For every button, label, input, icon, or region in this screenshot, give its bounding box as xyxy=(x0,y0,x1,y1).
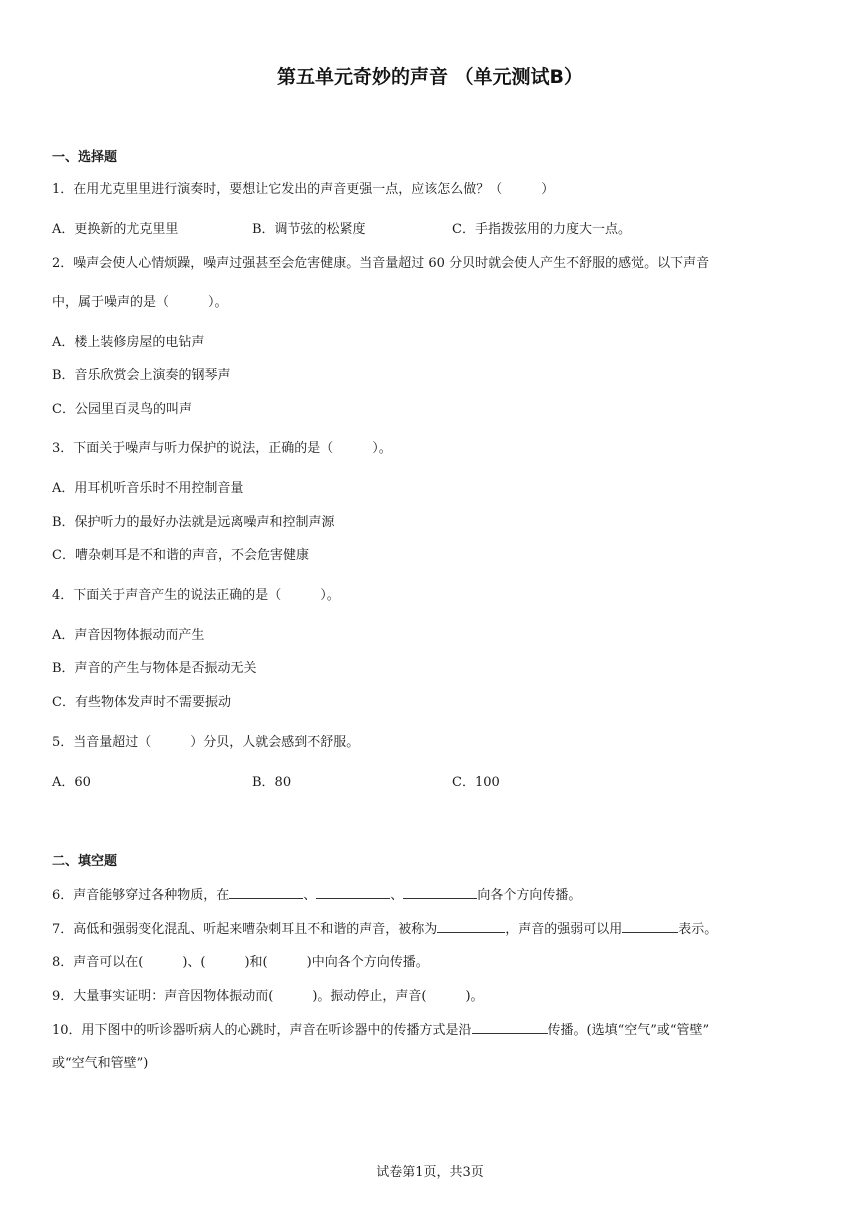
question-10-text-post: 传播。(选填“空气”或“管壁” xyxy=(547,1023,710,1038)
question-2-option-c: C．公园里百灵鸟的叫声 xyxy=(52,402,192,417)
question-10-line-2: 或“空气和管壁”) xyxy=(52,1056,149,1071)
question-3-option-b: B．保护听力的最好办法就是远离噪声和控制声源 xyxy=(52,515,335,530)
question-1-option-a: A．更换新的尤克里里 xyxy=(52,222,179,237)
answer-blank[interactable] xyxy=(622,919,678,933)
question-7 xyxy=(52,918,717,937)
question-2-option-b: B．音乐欣赏会上演奏的钢琴声 xyxy=(52,368,231,383)
page-footer: 试卷第1页，共3页 xyxy=(376,1165,484,1180)
question-5-option-b: B．80 xyxy=(252,775,292,790)
question-6-text-pre: 6．声音能够穿过各种物质，在 xyxy=(52,888,230,903)
question-3-option-c: C．嘈杂刺耳是不和谐的声音，不会危害健康 xyxy=(52,548,309,563)
question-4: 4．下面关于声音产生的说法正确的是（ ）。 xyxy=(52,588,340,603)
question-5-option-a: A．60 xyxy=(52,775,91,790)
question-1-option-b: B．调节弦的松紧度 xyxy=(252,222,366,237)
question-5-option-c: C．100 xyxy=(452,775,500,790)
question-1-option-c: C．手指拨弦用的力度大一点。 xyxy=(452,222,631,237)
answer-blank[interactable] xyxy=(316,885,390,899)
answer-blank[interactable] xyxy=(229,885,303,899)
question-8: 8．声音可以在( )、( )和( )中向各个方向传播。 xyxy=(52,955,429,970)
page-title: 第五单元奇妙的声音 （单元测试B） xyxy=(276,66,584,88)
answer-blank[interactable] xyxy=(437,919,505,933)
answer-blank[interactable] xyxy=(472,1020,548,1034)
question-4-option-b: B．声音的产生与物体是否振动无关 xyxy=(52,661,257,676)
answer-blank[interactable] xyxy=(403,885,477,899)
question-3-option-a: A．用耳机听音乐时不用控制音量 xyxy=(52,481,244,496)
question-7-text-pre: 7．高低和强弱变化混乱、听起来嘈杂刺耳且不和谐的声音，被称为 xyxy=(52,922,438,937)
question-10-text-pre: 10．用下图中的听诊器听病人的心跳时，声音在听诊器中的传播方式是沿 xyxy=(52,1023,472,1038)
question-2-option-a: A．楼上装修房屋的电钻声 xyxy=(52,335,205,350)
question-1: 1．在用尤克里里进行演奏时，要想让它发出的声音更强一点，应该怎么做？（ ） xyxy=(52,182,555,197)
question-3: 3．下面关于噪声与听力保护的说法，正确的是（ ）。 xyxy=(52,441,392,456)
question-2-line-1: 2．噪声会使人心情烦躁，噪声过强甚至会危害健康。当音量超过 60 分贝时就会使人产生不舒服的感觉。以下声音 xyxy=(52,256,710,271)
question-4-option-a: A．声音因物体振动而产生 xyxy=(52,628,205,643)
question-5: 5．当音量超过（ ）分贝，人就会感到不舒服。 xyxy=(52,735,360,750)
question-2-line-2: 中，属于噪声的是（ ）。 xyxy=(52,295,228,310)
question-6 xyxy=(52,884,581,903)
section-heading-fill: 二、填空题 xyxy=(52,854,118,869)
separator: 、 xyxy=(303,888,317,903)
question-10-line-1 xyxy=(52,1019,709,1038)
question-9: 9．大量事实证明：声音因物体振动而( )。振动停止，声音( )。 xyxy=(52,989,484,1004)
separator: 、 xyxy=(390,888,404,903)
question-6-text-post: 向各个方向传播。 xyxy=(477,888,582,903)
question-4-option-c: C．有些物体发声时不需要振动 xyxy=(52,695,231,710)
question-7-text-mid: ，声音的强弱可以用 xyxy=(505,922,623,937)
section-heading-choice: 一、选择题 xyxy=(52,150,118,165)
question-7-text-post: 表示。 xyxy=(678,922,718,937)
